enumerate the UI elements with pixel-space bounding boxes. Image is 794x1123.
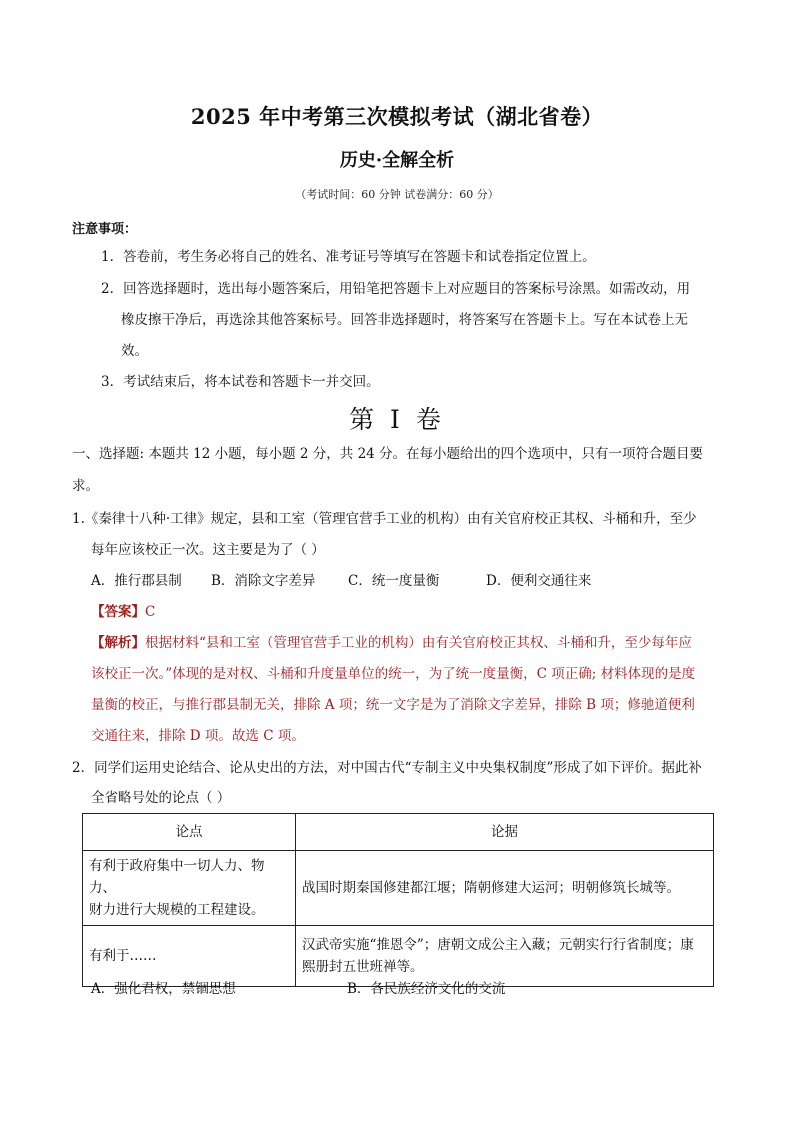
- notes-item-2-end: 效。: [121, 343, 148, 359]
- question-1-analysis-line-4: 交通往来，排除 D 项。故选 C 项。: [91, 728, 305, 744]
- exam-time-info: （考试时间：60 分钟 试卷满分：60 分）: [295, 188, 499, 201]
- question-2-stem: 2．同学们运用史论结合、论从史出的方法，对中国古代“专制主义中央集权制度”形成了如下评价。据此补: [72, 760, 702, 776]
- section-title: 第 I 卷: [349, 405, 445, 434]
- question-1-option-c: C．统一度量衡: [348, 573, 440, 589]
- question-1-stem-cont: 每年应该校正一次。这主要是为了（ ）: [91, 542, 325, 558]
- notes-title: 注意事项：: [72, 222, 138, 237]
- answer-value: C: [145, 604, 156, 620]
- analysis-text: 根据材料“县和工室（管理官营手工业的机构）由有关官府校正其权、斗桶和升，至少每年应: [145, 635, 692, 651]
- question-1-option-d: D．便利交通往来: [486, 573, 592, 589]
- table-header-evidence: 论据: [296, 814, 714, 851]
- table-cell-evidence: [296, 926, 714, 987]
- question-1-answer: [91, 602, 155, 622]
- table-cell-claim: [83, 926, 296, 987]
- document-subtitle: 历史·全解全析: [339, 150, 455, 171]
- question-1-analysis-line-1: [91, 633, 692, 653]
- table-header-claim: 论点: [83, 814, 296, 851]
- claim-line: 有利于政府集中一切人力、物力、: [89, 858, 265, 896]
- claim-line: 财力进行大规模的工程建设。: [89, 902, 265, 918]
- answer-label: 【答案】: [91, 604, 145, 620]
- document-title: 2025 年中考第三次模拟考试（湖北省卷）: [190, 104, 604, 129]
- question-2-stem-cont: 全省略号处的论点（ ）: [91, 790, 231, 806]
- question-1-option-b: B．消除文字差异: [211, 573, 316, 589]
- evidence-line: 熙册封五世班禅等。: [302, 959, 424, 975]
- analysis-label: 【解析】: [91, 635, 145, 651]
- evidence-line: 汉武帝实施“推恩令”；唐朝文成公主入藏；元朝实行行省制度；康: [302, 937, 694, 953]
- notes-item-3: 3．考试结束后，将本试卷和答题卡一并交回。: [101, 374, 380, 390]
- question-1-option-a: A．推行郡县制: [91, 573, 182, 589]
- claim-line: 有利于……: [89, 948, 157, 964]
- question-1-analysis-line-2: 该校正一次。”体现的是对权、斗桶和升度量单位的统一，为了统一度量衡，C 项正确; 材料体现的是度: [91, 666, 696, 682]
- question-2-option-a: A．强化君权，禁锢思想: [91, 981, 236, 997]
- question-1-stem: 1.《秦律十八种·工律》规定，县和工室（管理官营手工业的机构）由有关官府校正其权、斗桶和升，至少: [72, 511, 697, 527]
- table-header-row: [83, 814, 714, 851]
- question-1-analysis-line-3: 量衡的校正，与推行郡县制无关，排除 A 项；统一文字是为了消除文字差异，排除 B 项；修驰道便利: [91, 697, 695, 713]
- table-row: [83, 926, 714, 987]
- question-2-option-b: B．各民族经济文化的交流: [347, 981, 506, 997]
- notes-item-2-cont: 橡皮擦干净后，再选涂其他答案标号。回答非选择题时，将答案写在答题卡上。写在本试卷上无: [121, 312, 688, 328]
- notes-item-1: 1．答卷前，考生务必将自己的姓名、准考证号等填写在答题卡和试卷指定位置上。: [101, 249, 596, 265]
- table-row: [83, 851, 714, 926]
- section-intro: 一、选择题: 本题共 12 小题，每小题 2 分，共 24 分。在每小题给出的四个选项中，只有一项符合题目要: [72, 446, 704, 462]
- notes-item-2: 2．回答选择题时，选出每小题答案后，用铅笔把答题卡上对应题目的答案标号涂黑。如需改动，用: [101, 281, 691, 297]
- table-cell-claim: [83, 851, 296, 926]
- argument-table: [82, 813, 714, 987]
- section-intro-cont: 求。: [72, 478, 99, 494]
- evidence-line: 战国时期秦国修建都江堰；隋朝修建大运河；明朝修筑长城等。: [302, 880, 680, 896]
- table-cell-evidence: [296, 851, 714, 926]
